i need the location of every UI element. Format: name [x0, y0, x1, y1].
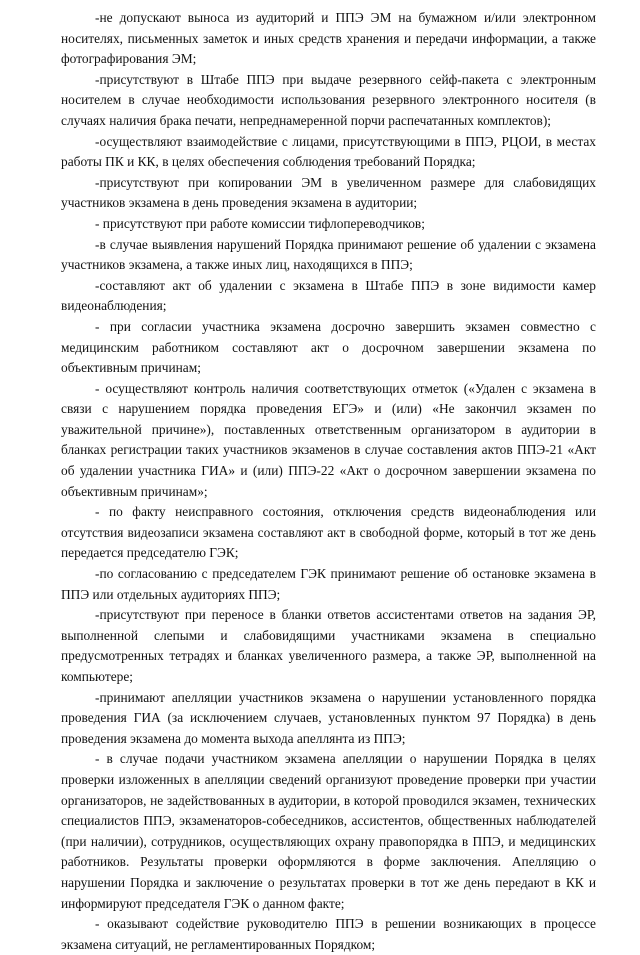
- paragraph: -присутствуют при переносе в бланки ответов ассистентами ответов на задания ЭР, выполненной слепыми и слабовидящими участниками экзамена в специально предусмотренных тетрадях и бланках увеличенного размера, а также ЭР, выполненной на компьютере;: [61, 607, 596, 684]
- paragraph: -присутствуют в Штабе ППЭ при выдаче резервного сейф-пакета с электронным носителем в случае необходимости использования резервного электронного носителя (в случаях наличия брака печати, непреднамеренной порчи распечатанных комплектов);: [61, 71, 596, 128]
- paragraph: -принимают апелляции участников экзамена о нарушении установленного порядка проведения ГИА (за исключением случаев, установленных пунктом 97 Порядка) в день проведения экзамена до момента выхода апеллянта из ППЭ;: [61, 689, 596, 746]
- paragraph: - оказывают содействие руководителю ППЭ в решении возникающих в процессе экзамена ситуаций, не регламентированных Порядком;: [61, 916, 596, 952]
- paragraph: - присутствуют при работе комиссии тифлопереводчиков;: [95, 215, 425, 231]
- paragraph: -в случае выявления нарушений Порядка принимают решение об удалении с экзамена участников экзамена, а также иных лиц, находящихся в ППЭ;: [61, 236, 596, 273]
- paragraph: -присутствуют при копировании ЭМ в увеличенном размере для слабовидящих участников экзамена в день проведения экзамена в аудитории;: [61, 174, 596, 211]
- paragraph: - в случае подачи участником экзамена апелляции о нарушении Порядка в целях проверки изложенных в апелляции сведений организуют проведение проверки при участии организаторов, не задействованных в аудитории, в которой проводился экзамен, технических специалистов ППЭ, экзаменаторов-собеседников, ассистентов, общественных наблюдателей (при наличии), сотрудников, осуществляющих охрану правопорядка в ППЭ, и медицинских работников. Результаты проверки оформляются в форме заключения. Апелляцию о нарушении Порядка и заключение о результатах проверки в тот же день передают в КК и информируют председателя ГЭК о данном факте;: [61, 751, 596, 911]
- paragraph: - при согласии участника экзамена досрочно завершить экзамен совместно с медицинским работником составляют акт о досрочном завершении экзамена по объективным причинам;: [61, 318, 596, 376]
- paragraph: -не допускают выноса из аудиторий и ППЭ ЭМ на бумажном и/или электронном носителях, письменных заметок и иных средств хранения и передачи информации, а также фотографирования ЭМ;: [61, 10, 596, 67]
- paragraph: -составляют акт об удалении с экзамена в Штабе ППЭ в зоне видимости камер видеонаблюдения;: [61, 277, 596, 314]
- paragraph: - осуществляют контроль наличия соответствующих отметок («Удален с экзамена в связи с нарушением порядка проведения ЕГЭ» и (или) «Не закончил экзамен по уважительной причине»), поставленных ответственным организатором в аудитории в бланках регистрации таких участников экзаменов в случае составления актов ППЭ-21 «Акт об удалении участника ГИА» и (или) ППЭ-22 «Акт о досрочном завершении экзамена по объективным причинам»;: [61, 380, 596, 499]
- paragraph: -по согласованию с председателем ГЭК принимают решение об остановке экзамена в ППЭ или отдельных аудиториях ППЭ;: [61, 566, 596, 602]
- paragraph: -осуществляют взаимодействие с лицами, присутствующими в ППЭ, РЦОИ, в местах работы ПК и КК, в целях обеспечения соблюдения требований Порядка;: [61, 133, 596, 170]
- paragraph: - по факту неисправного состояния, отключения средств видеонаблюдения или отсутствия видеозаписи экзамена составляют акт в свободной форме, который в тот же день передается председателю ГЭК;: [61, 504, 596, 561]
